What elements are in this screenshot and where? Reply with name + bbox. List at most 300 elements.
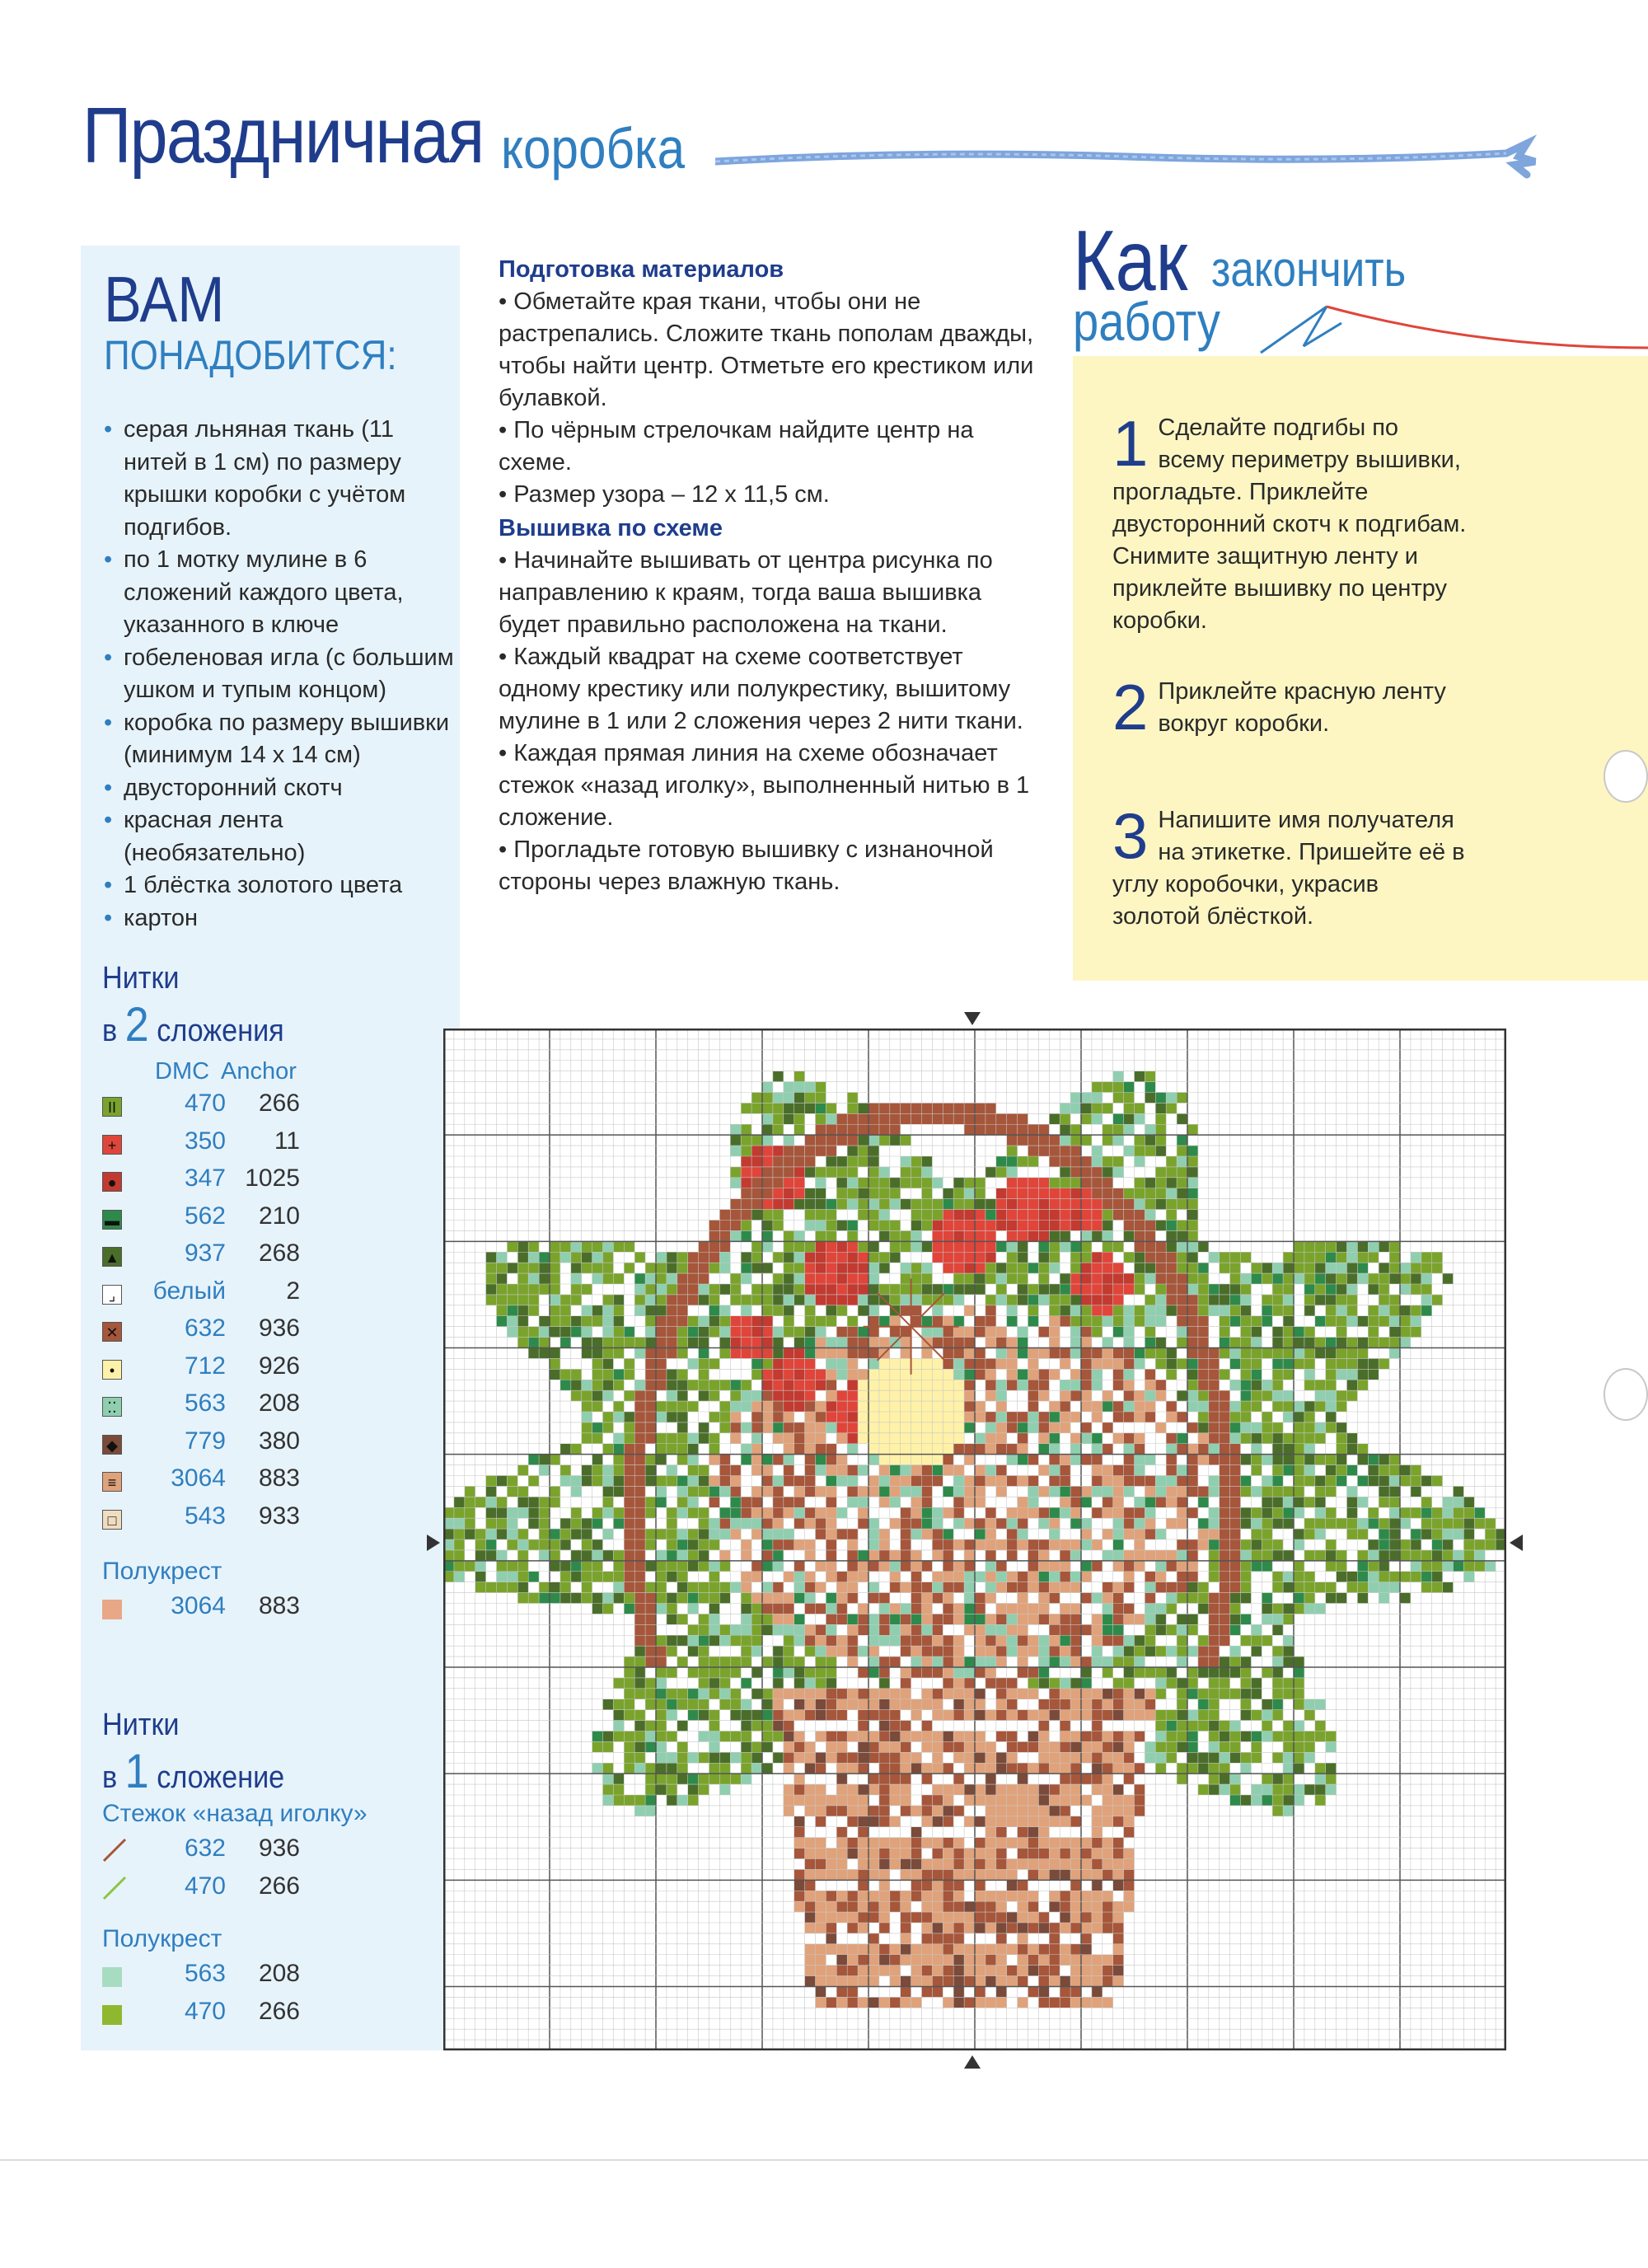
chart-stitch: [784, 1774, 794, 1784]
chart-stitch: [805, 1987, 816, 1998]
chart-stitch: [751, 1338, 762, 1348]
chart-stitch: [634, 1741, 645, 1752]
chart-stitch: [699, 1263, 709, 1273]
chart-stitch: [1251, 1273, 1262, 1284]
chart-stitch: [730, 1518, 741, 1529]
chart-stitch: [1113, 1358, 1124, 1369]
chart-stitch: [699, 1710, 709, 1721]
chart-stitch: [816, 1348, 826, 1359]
chart-stitch: [836, 1348, 847, 1359]
chart-stitch: [1113, 1348, 1124, 1359]
chart-stitch: [624, 1763, 634, 1774]
chart-stitch: [613, 1486, 624, 1497]
chart-stitch: [922, 1891, 933, 1901]
chart-stitch: [688, 1699, 699, 1710]
chart-stitch: [1049, 1455, 1060, 1465]
chart-stitch: [571, 1284, 582, 1295]
chart-stitch: [943, 1721, 953, 1731]
chart-stitch: [1326, 1476, 1337, 1487]
chart-stitch: [1315, 1263, 1326, 1273]
chart-stitch: [975, 1752, 986, 1763]
chart-stitch: [709, 1624, 720, 1635]
chart-stitch: [932, 1741, 943, 1752]
chart-stitch: [847, 1869, 858, 1880]
chart-stitch: [879, 1529, 890, 1539]
chart-stitch: [890, 1401, 901, 1412]
chart-stitch: [1018, 1849, 1028, 1859]
chart-stitch: [805, 1966, 816, 1976]
chart-stitch: [1220, 1252, 1230, 1263]
chart-stitch: [1262, 1699, 1272, 1710]
chart-stitch: [1103, 1944, 1113, 1955]
chart-stitch: [986, 1689, 996, 1699]
chart-stitch: [836, 1859, 847, 1870]
chart-stitch: [847, 1741, 858, 1752]
chart-stitch: [784, 1476, 794, 1487]
chart-stitch: [794, 1199, 805, 1210]
chart-stitch: [1411, 1273, 1421, 1284]
chart-stitch: [826, 1135, 836, 1146]
chart-stitch: [1070, 1997, 1081, 2008]
chart-stitch: [1018, 1156, 1028, 1167]
chart-stitch: [1262, 1667, 1272, 1678]
chart-stitch: [879, 1699, 890, 1710]
chart-stitch: [1124, 1369, 1135, 1380]
chart-stitch: [517, 1572, 528, 1582]
chart-stitch: [1049, 1465, 1060, 1476]
chart-stitch: [932, 1710, 943, 1721]
chart-stitch: [826, 1316, 836, 1327]
chart-stitch: [901, 1635, 911, 1646]
chart-stitch: [826, 1955, 836, 1966]
chart-stitch: [751, 1199, 762, 1210]
chart-stitch: [1028, 1284, 1039, 1295]
chart-stitch: [560, 1529, 571, 1539]
chart-stitch: [1081, 1167, 1092, 1178]
list-item: • Размер узора – 12 х 11,5 см.: [499, 481, 830, 508]
chart-stitch: [1049, 1241, 1060, 1252]
chart-stitch: [1145, 1699, 1155, 1710]
chart-stitch: [497, 1305, 508, 1316]
chart-stitch: [847, 1529, 858, 1539]
chart-stitch: [1294, 1338, 1304, 1348]
chart-stitch: [613, 1795, 624, 1806]
chart-stitch: [1177, 1731, 1187, 1742]
chart-stitch: [667, 1348, 677, 1359]
chart-stitch: [1315, 1731, 1326, 1742]
dmc-number: 779: [184, 1427, 226, 1455]
chart-stitch: [645, 1731, 656, 1742]
chart-stitch: [1187, 1678, 1198, 1689]
chart-stitch: [773, 1689, 784, 1699]
chart-stitch: [1145, 1082, 1155, 1093]
chart-stitch: [1007, 1316, 1018, 1327]
chart-stitch: [1135, 1401, 1145, 1412]
chart-stitch: [1113, 1465, 1124, 1476]
chart-stitch: [901, 1795, 911, 1806]
list-item: • 1 блёстка золотого цвета: [101, 869, 463, 902]
chart-stitch: [996, 1390, 1007, 1401]
chart-stitch: [550, 1273, 560, 1284]
chart-stitch: [645, 1358, 656, 1369]
chart-stitch: [911, 1507, 922, 1518]
chart-stitch: [1166, 1295, 1177, 1305]
chart-stitch: [1018, 1263, 1028, 1273]
chart-stitch: [1038, 1199, 1049, 1210]
chart-stitch: [1198, 1444, 1209, 1455]
chart-stitch: [1272, 1699, 1283, 1710]
chart-stitch: [1262, 1476, 1272, 1487]
chart-stitch: [911, 1273, 922, 1284]
chart-stitch: [986, 1646, 996, 1656]
chart-stitch: [1124, 1604, 1135, 1614]
chart-stitch: [1135, 1433, 1145, 1444]
chart-stitch: [901, 1763, 911, 1774]
chart-stitch: [1337, 1358, 1347, 1369]
chart-stitch: [624, 1678, 634, 1689]
chart-stitch: [943, 1827, 953, 1838]
chart-stitch: [613, 1784, 624, 1795]
chart-stitch: [751, 1433, 762, 1444]
chart-stitch: [1272, 1507, 1283, 1518]
chart-stitch: [719, 1412, 730, 1422]
chart-stitch: [741, 1635, 751, 1646]
chart-stitch: [1166, 1678, 1177, 1689]
chart-stitch: [1081, 1593, 1092, 1604]
chart-stitch: [847, 1976, 858, 1987]
chart-stitch: [1135, 1721, 1145, 1731]
chart-stitch: [1124, 1731, 1135, 1742]
chart-stitch: [656, 1273, 667, 1284]
chart-stitch: [932, 1859, 943, 1870]
chart-stitch: [953, 1699, 964, 1710]
chart-stitch: [645, 1806, 656, 1816]
chart-stitch: [1220, 1550, 1230, 1561]
chart-stitch: [836, 1912, 847, 1923]
chart-stitch: [667, 1295, 677, 1305]
chart-stitch: [1230, 1444, 1241, 1455]
chart-stitch: [497, 1476, 508, 1487]
chart-stitch: [1209, 1752, 1220, 1763]
chart-stitch: [1081, 1976, 1092, 1987]
chart-stitch: [528, 1507, 539, 1518]
chart-stitch: [507, 1507, 517, 1518]
chart-stitch: [1155, 1284, 1166, 1295]
chart-stitch: [1135, 1539, 1145, 1550]
chart-stitch: [1400, 1338, 1411, 1348]
chart-stitch: [751, 1721, 762, 1731]
chart-stitch: [1028, 1561, 1039, 1572]
chart-stitch: [688, 1380, 699, 1390]
chart-stitch: [868, 1348, 879, 1359]
chart-stitch: [816, 1433, 826, 1444]
chart-stitch: [1294, 1731, 1304, 1742]
chart-stitch: [953, 1221, 964, 1231]
chart-stitch: [986, 1476, 996, 1487]
step-number: 3: [1112, 799, 1149, 872]
chart-stitch: [1038, 1230, 1049, 1241]
chart-stitch: [1326, 1774, 1337, 1784]
chart-stitch: [1028, 1912, 1039, 1923]
chart-stitch: [688, 1465, 699, 1476]
chart-stitch: [932, 1827, 943, 1838]
chart-stitch: [1474, 1550, 1485, 1561]
chart-stitch: [603, 1699, 614, 1710]
chart-stitch: [1411, 1572, 1421, 1582]
chart-stitch: [1187, 1358, 1198, 1369]
chart-stitch: [1007, 1849, 1018, 1859]
chart-stitch: [539, 1338, 550, 1348]
chart-stitch: [1220, 1465, 1230, 1476]
chart-stitch: [847, 1966, 858, 1976]
chart-stitch: [1209, 1390, 1220, 1401]
chart-stitch: [901, 1966, 911, 1976]
chart-stitch: [901, 1156, 911, 1167]
chart-stitch: [1177, 1305, 1187, 1316]
chart-stitch: [911, 1295, 922, 1305]
chart-stitch: [1272, 1752, 1283, 1763]
chart-stitch: [645, 1763, 656, 1774]
chart-stitch: [1124, 1146, 1135, 1156]
chart-stitch: [922, 1455, 933, 1465]
chart-stitch: [1272, 1305, 1283, 1316]
chart-stitch: [1337, 1444, 1347, 1455]
chart-stitch: [922, 1390, 933, 1401]
chart-stitch: [1209, 1635, 1220, 1646]
chart-stitch: [847, 1230, 858, 1241]
chart-stitch: [1060, 1721, 1070, 1731]
chart-stitch: [901, 1624, 911, 1635]
chart-stitch: [719, 1507, 730, 1518]
chart-stitch: [953, 1912, 964, 1923]
chart-stitch: [1283, 1507, 1294, 1518]
chart-stitch: [1209, 1401, 1220, 1412]
chart-stitch: [826, 1741, 836, 1752]
key1-half-label: Полукрест: [102, 1925, 222, 1952]
chart-stitch: [1368, 1358, 1379, 1369]
chart-stitch: [1070, 1624, 1081, 1635]
chart-stitch: [1177, 1444, 1187, 1455]
chart-stitch: [741, 1646, 751, 1656]
chart-stitch: [868, 1752, 879, 1763]
chart-stitch: [794, 1230, 805, 1241]
chart-stitch: [847, 1476, 858, 1487]
chart-stitch: [836, 1604, 847, 1614]
chart-stitch: [794, 1859, 805, 1870]
chart-stitch: [582, 1241, 592, 1252]
chart-stitch: [901, 1752, 911, 1763]
chart-stitch: [1474, 1561, 1485, 1572]
chart-stitch: [517, 1582, 528, 1593]
chart-stitch: [953, 1614, 964, 1624]
chart-stitch: [847, 1167, 858, 1178]
chart-stitch: [794, 1667, 805, 1678]
chart-stitch: [699, 1646, 709, 1656]
chart-stitch: [932, 1976, 943, 1987]
chart-stitch: [1124, 1582, 1135, 1593]
chart-stitch: [1124, 1869, 1135, 1880]
chart-stitch: [890, 1859, 901, 1870]
chart-stitch: [1038, 1593, 1049, 1604]
chart-stitch: [624, 1444, 634, 1455]
chart-stitch: [1294, 1273, 1304, 1284]
chart-stitch: [996, 1210, 1007, 1221]
page-subtitle: коробка: [501, 116, 686, 180]
chart-stitch: [667, 1390, 677, 1401]
chart-stitch: [603, 1241, 614, 1252]
chart-stitch: [762, 1210, 773, 1221]
chart-stitch: [901, 1305, 911, 1316]
chart-stitch: [868, 1880, 879, 1891]
chart-stitch: [1155, 1316, 1166, 1327]
chart-stitch: [539, 1348, 550, 1359]
dmc-number: 632: [184, 1835, 226, 1862]
chart-stitch: [1315, 1348, 1326, 1359]
chart-stitch: [1155, 1572, 1166, 1582]
chart-stitch: [699, 1369, 709, 1380]
chart-stitch: [603, 1305, 614, 1316]
chart-stitch: [922, 1646, 933, 1656]
chart-stitch: [1187, 1390, 1198, 1401]
chart-stitch: [1049, 1433, 1060, 1444]
chart-stitch: [975, 1667, 986, 1678]
chart-stitch: [975, 1316, 986, 1327]
chart-stitch: [826, 1752, 836, 1763]
chart-stitch: [1038, 1859, 1049, 1870]
chart-stitch: [1049, 1582, 1060, 1593]
chart-stitch: [922, 1486, 933, 1497]
chart-stitch: [1081, 1188, 1092, 1199]
chart-stitch: [560, 1316, 571, 1327]
chart-stitch: [1262, 1550, 1272, 1561]
chart-stitch: [943, 1338, 953, 1348]
chart-stitch: [699, 1316, 709, 1327]
chart-stitch: [1177, 1678, 1187, 1689]
chart-stitch: [1070, 1103, 1081, 1113]
chart-stitch: [784, 1710, 794, 1721]
chart-stitch: [1337, 1465, 1347, 1476]
needle-thread-decoration: [1252, 298, 1648, 364]
chart-stitch: [603, 1763, 614, 1774]
chart-stitch: [528, 1476, 539, 1487]
chart-stitch: [868, 1380, 879, 1390]
chart-stitch: [953, 1178, 964, 1188]
chart-stitch: [1028, 1263, 1039, 1273]
chart-stitch: [1209, 1646, 1220, 1656]
chart-stitch: [1379, 1465, 1389, 1476]
chart-stitch: [996, 1827, 1007, 1838]
chart-stitch: [1166, 1741, 1177, 1752]
chart-stitch: [1018, 1656, 1028, 1667]
chart-stitch: [996, 1944, 1007, 1955]
chart-stitch: [911, 1721, 922, 1731]
chart-stitch: [1028, 1604, 1039, 1614]
chart-stitch: [1272, 1295, 1283, 1305]
chart-stitch: [805, 1944, 816, 1955]
chart-stitch: [1103, 1178, 1113, 1188]
chart-stitch: [624, 1550, 634, 1561]
chart-stitch: [1251, 1338, 1262, 1348]
chart-stitch: [1230, 1316, 1241, 1327]
chart-stitch: [1155, 1221, 1166, 1231]
chart-stitch: [751, 1358, 762, 1369]
chart-stitch: [517, 1241, 528, 1252]
chart-stitch: [996, 1561, 1007, 1572]
chart-stitch: [751, 1156, 762, 1167]
chart-stitch: [677, 1795, 688, 1806]
chart-stitch: [858, 1113, 868, 1124]
chart-stitch: [1113, 1891, 1124, 1901]
chart-stitch: [1155, 1614, 1166, 1624]
chart-stitch: [1038, 1795, 1049, 1806]
chart-stitch: [1198, 1455, 1209, 1465]
chart-stitch: [805, 1518, 816, 1529]
chart-stitch: [1326, 1369, 1337, 1380]
chart-stitch: [603, 1476, 614, 1487]
chart-stitch: [1220, 1433, 1230, 1444]
chart-stitch: [1145, 1635, 1155, 1646]
chart-stitch: [784, 1348, 794, 1359]
chart-stitch: [1060, 1646, 1070, 1656]
chart-stitch: [1038, 1849, 1049, 1859]
chart-stitch: [1060, 1880, 1070, 1891]
chart-stitch: [922, 1635, 933, 1646]
chart-stitch: [826, 1721, 836, 1731]
chart-stitch: [868, 1221, 879, 1231]
chart-stitch: [1198, 1582, 1209, 1593]
chart-stitch: [773, 1518, 784, 1529]
chart-stitch: [1124, 1390, 1135, 1401]
chart-stitch: [1357, 1338, 1368, 1348]
chart-stitch: [709, 1380, 720, 1390]
chart-stitch: [794, 1327, 805, 1338]
chart-stitch: [1209, 1455, 1220, 1465]
embroidery-section: [499, 513, 1042, 898]
chart-stitch: [805, 1838, 816, 1849]
chart-stitch: [784, 1624, 794, 1635]
chart-stitch: [1251, 1369, 1262, 1380]
chart-stitch: [1145, 1380, 1155, 1390]
chart-stitch: [475, 1539, 486, 1550]
chart-stitch: [1315, 1784, 1326, 1795]
chart-stitch: [1220, 1784, 1230, 1795]
chart-stitch: [1326, 1263, 1337, 1273]
chart-stitch: [709, 1741, 720, 1752]
chart-stitch: [879, 1774, 890, 1784]
chart-stitch: [1113, 1263, 1124, 1273]
chart-stitch: [1145, 1455, 1155, 1465]
chart-stitch: [1389, 1497, 1400, 1507]
chart-stitch: [1177, 1763, 1187, 1774]
chart-stitch: [1272, 1795, 1283, 1806]
chart-stitch: [773, 1369, 784, 1380]
chart-stitch: [560, 1380, 571, 1390]
chart-stitch: [741, 1103, 751, 1113]
chart-stitch: [943, 1507, 953, 1518]
chart-stitch: [943, 1731, 953, 1742]
chart-stitch: [1124, 1113, 1135, 1124]
chart-stitch: [805, 1869, 816, 1880]
chart-stitch: [1070, 1146, 1081, 1156]
chart-stitch: [1028, 1763, 1039, 1774]
chart-stitch: [922, 1955, 933, 1966]
chart-stitch: [868, 1252, 879, 1263]
chart-stitch: [507, 1327, 517, 1338]
chart-stitch: [1187, 1422, 1198, 1433]
chart-stitch: [890, 1178, 901, 1188]
chart-stitch: [1220, 1284, 1230, 1295]
chart-stitch: [975, 1912, 986, 1923]
